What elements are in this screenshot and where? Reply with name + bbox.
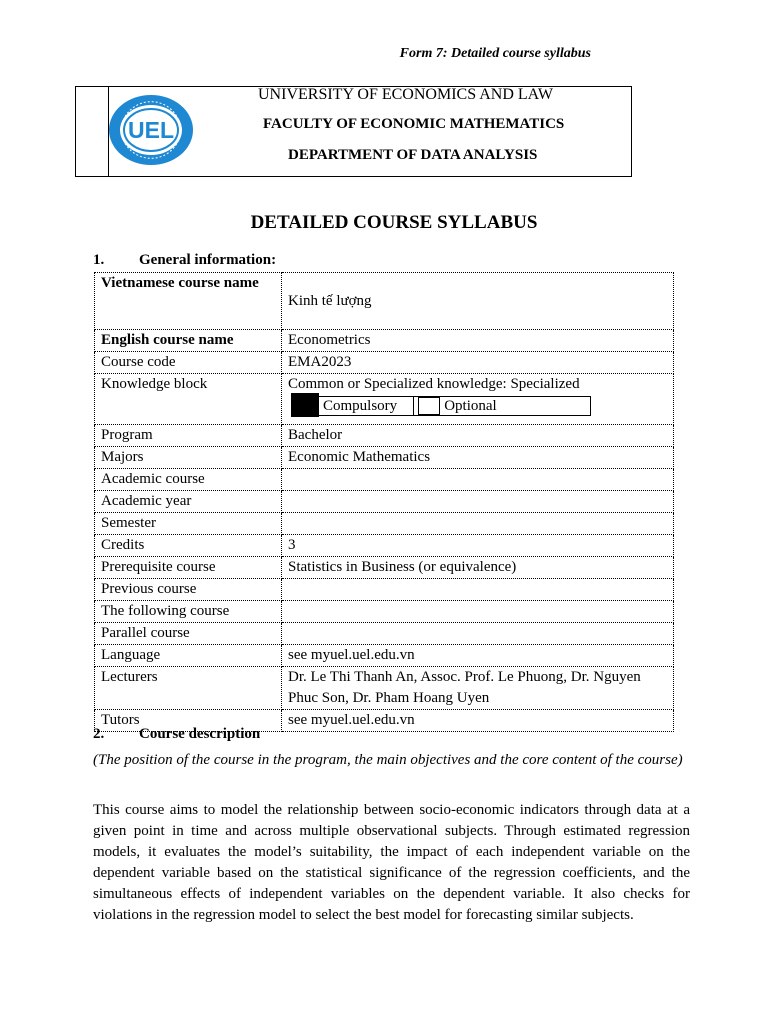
table-row	[95, 447, 674, 469]
compulsory-checkbox[interactable]	[291, 393, 319, 417]
table-row	[95, 469, 674, 491]
section-2-number: 2.	[93, 726, 105, 742]
semester-label: Semester	[95, 513, 282, 535]
table-row	[95, 557, 674, 579]
faculty-name: FACULTY OF ECONOMIC MATHEMATICS	[263, 116, 565, 132]
knowledge-block-label: Knowledge block	[95, 374, 282, 425]
majors-value: Economic Mathematics	[282, 447, 674, 469]
section-2-title: Course description	[139, 726, 261, 742]
vn-name-value: Kinh tế lượng	[282, 273, 674, 330]
following-course-label: The following course	[95, 601, 282, 623]
university-name: UNIVERSITY OF ECONOMICS AND LAW	[258, 86, 554, 103]
academic-year-label: Academic year	[95, 491, 282, 513]
table-row	[95, 491, 674, 513]
uel-logo	[108, 94, 194, 166]
previous-course-value	[282, 579, 674, 601]
course-description-text: This course aims to model the relationship between socio-economic indicators through data at a given point in time and across multiple observational subjects. Through estimated regression models, it evaluates the model’s suitability, the impact of each independent variable on the dependent variable based on the statistical significance of the regression coefficients, and the simultaneous effects of independent variables on the dependent variable. It also checks for violations in the regression model to select the best model for forecasting similar subjects.	[93, 802, 690, 923]
language-label: Language	[95, 645, 282, 667]
document-title: DETAILED COURSE SYLLABUS	[250, 212, 538, 233]
section-2-subtitle: (The position of the course in the program, the main objectives and the core content of the course)	[93, 752, 683, 768]
semester-value	[282, 513, 674, 535]
optional-label: Optional	[444, 397, 497, 414]
previous-course-label: Previous course	[95, 579, 282, 601]
parallel-course-label: Parallel course	[95, 623, 282, 645]
section-2-heading	[93, 726, 260, 743]
table-row	[95, 352, 674, 374]
credits-label: Credits	[95, 535, 282, 557]
lecturers-label: Lecturers	[95, 667, 282, 710]
table-row	[95, 513, 674, 535]
knowledge-block-options	[291, 396, 591, 416]
table-row	[95, 374, 674, 425]
optional-checkbox[interactable]	[418, 397, 440, 415]
parallel-course-value	[282, 623, 674, 645]
table-row	[95, 535, 674, 557]
course-code-value: EMA2023	[282, 352, 674, 374]
table-row	[95, 645, 674, 667]
academic-course-label: Academic course	[95, 469, 282, 491]
language-value: see myuel.uel.edu.vn	[282, 645, 674, 667]
section-1-number: 1.	[93, 252, 105, 268]
program-value: Bachelor	[282, 425, 674, 447]
general-info-table	[94, 272, 674, 732]
program-label: Program	[95, 425, 282, 447]
prerequisite-label: Prerequisite course	[95, 557, 282, 579]
options-divider	[413, 397, 414, 415]
lecturers-value: Dr. Le Thi Thanh An, Assoc. Prof. Le Phuong, Dr. Nguyen Phuc Son, Dr. Pham Hoang Uyen	[282, 667, 674, 710]
table-row	[95, 623, 674, 645]
form-label: Form 7: Detailed course syllabus	[399, 46, 591, 61]
academic-year-value	[282, 491, 674, 513]
academic-course-value	[282, 469, 674, 491]
compulsory-label: Compulsory	[323, 397, 398, 414]
section-1-heading	[93, 252, 276, 269]
vn-name-label: Vietnamese course name	[95, 273, 282, 330]
table-row	[95, 667, 674, 710]
credits-value: 3	[282, 535, 674, 557]
tutors-label: Tutors	[95, 710, 282, 732]
logo-text: UEL	[128, 117, 174, 143]
section-1-title: General information:	[139, 252, 277, 268]
table-row	[95, 601, 674, 623]
tutors-value: see myuel.uel.edu.vn	[282, 710, 674, 732]
majors-label: Majors	[95, 447, 282, 469]
knowledge-block-value: Common or Specialized knowledge: Specialized	[288, 376, 580, 392]
course-code-label: Course code	[95, 352, 282, 374]
table-row	[95, 579, 674, 601]
following-course-value	[282, 601, 674, 623]
en-name-label: English course name	[95, 330, 282, 352]
en-name-value: Econometrics	[282, 330, 674, 352]
table-row	[95, 330, 674, 352]
table-row	[95, 273, 674, 330]
department-name: DEPARTMENT OF DATA ANALYSIS	[288, 147, 538, 163]
knowledge-block-cell	[282, 374, 674, 425]
prerequisite-value: Statistics in Business (or equivalence)	[282, 557, 674, 579]
table-row	[95, 425, 674, 447]
